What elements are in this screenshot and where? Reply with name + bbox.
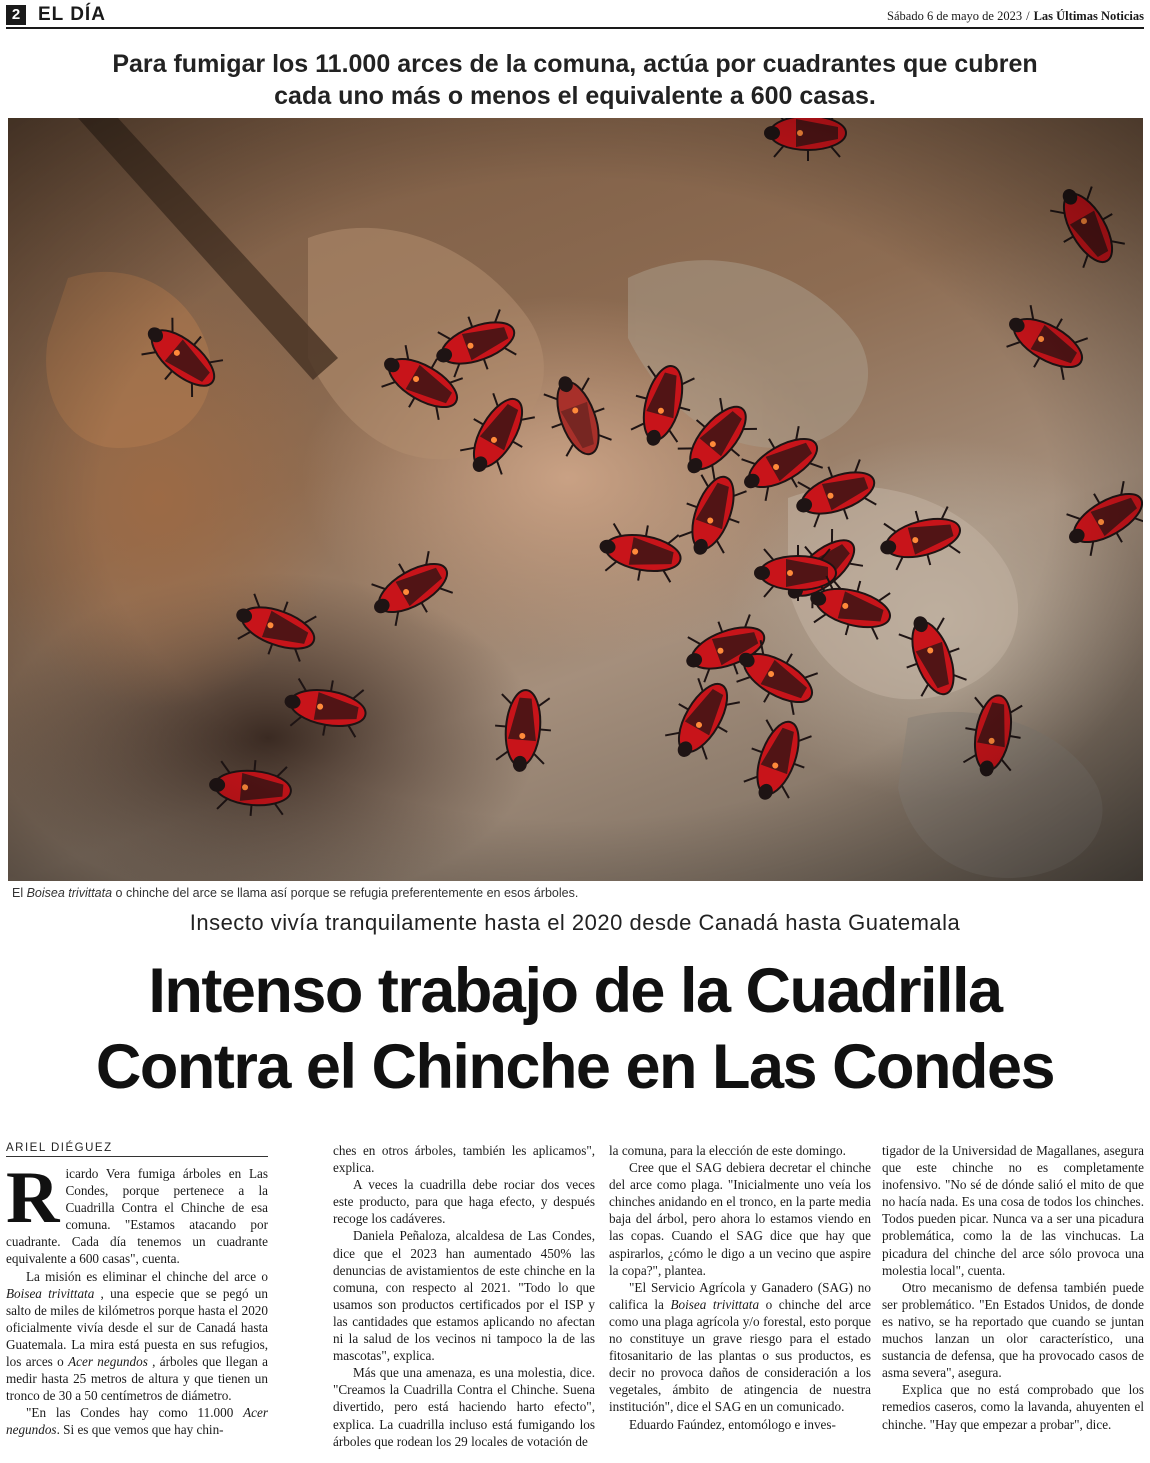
kicker: Insecto vivía tranquilamente hasta el 2020 desde Canadá hasta Guatemala bbox=[189, 910, 961, 935]
body-paragraph: Otro mecanismo de defensa también puede ser problemático. "En Estados Unidos, de donde es nativo, se ha reportado que cuando se juntan muchos lanzan un olor característico, una sustancia de defensa, que ha provocado casos de asma severa", asegura. bbox=[882, 1279, 1144, 1381]
body-paragraph: Explica que no está comprobado que los remedios caseros, como la lavanda, ahuyenten el chinche. "Hay que empezar a probar", dice. bbox=[882, 1382, 1144, 1432]
issue-date: Sábado 6 de mayo de 2023 bbox=[887, 9, 1023, 23]
body-paragraph: Cree que el SAG debiera decretar el chinche del arce como plaga. "Inicialmente uno veía los chinches anidando en el tronco, en la parte media baja del árbol, pero ahora lo estamos viendo en las copas. Cuando el SAG dice que hay que aspirarlos, ¿cómo le digo a un vecino que aspire la copa?", plantea. bbox=[609, 1160, 871, 1278]
pull-quote-line: Para fumigar los 11.000 arces de la comuna, actúa por cuadrantes que cubren bbox=[112, 50, 1038, 78]
body-paragraph: ches en otros árboles, también les aplicamos", explica. bbox=[333, 1143, 595, 1176]
body-paragraph: tigador de la Universidad de Magallanes, asegura que este chinche no es completamente inofensivo. "No sé de dónde salió el mito de que no hacía nada. Es una cosa de todos los chinches. Todos pueden picar. Nunca va a ser una picadura problemática, como la de las vinchucas. La picadura del chinche del arce sólo provoca una molestia local", cuenta. bbox=[882, 1143, 1144, 1278]
body-paragraph: Daniela Peñaloza, alcaldesa de Las Condes, dice que el 2023 han aumentado 450% las denuncias de avistamientos de este chinche en la comuna, con respecto al 2021. "Todo lo que usamos son productos certificados por el ISP y las cantidades que estamos aplicando no afectan ni la salud de los vecinos ni tampoco la de las mascotas", explica. bbox=[333, 1228, 595, 1364]
pull-quote-line: cada uno más o menos el equivalente a 600 casas. bbox=[274, 82, 876, 110]
body-paragraph: la comuna, para la elección de este domingo. bbox=[609, 1143, 846, 1158]
headline bbox=[0, 953, 1150, 1105]
article-column-4 bbox=[882, 1142, 1144, 1433]
article-column-2 bbox=[333, 1142, 595, 1450]
body-paragraph: "En las Condes hay como 11.000 Acer negundos. Si es que vemos que hay chin- bbox=[6, 1405, 268, 1438]
byline: ARIEL DIÉGUEZ bbox=[6, 1142, 268, 1157]
photo-illustration bbox=[8, 118, 1143, 881]
article-column-3 bbox=[609, 1142, 871, 1433]
masthead-rule bbox=[6, 27, 1144, 29]
body-paragraph: Más que una amenaza, es una molestia, dice. "Creamos la Cuadrilla Contra el Chinche. Suena divertido, pero está haciendo harto efecto", explica. La cuadrilla incluso está fumigando los árboles que rodean los 29 locales de votación de bbox=[333, 1365, 595, 1449]
section-name: EL DÍA bbox=[38, 4, 106, 25]
dateline-separator: / bbox=[1026, 9, 1030, 23]
body-paragraph: A veces la cuadrilla debe rociar dos veces este producto, para que haga efecto, y después recoge los cadáveres. bbox=[333, 1177, 595, 1227]
dateline bbox=[887, 9, 1144, 24]
body-paragraph: "El Servicio Agrícola y Ganadero (SAG) no califica la Boisea trivittata o chinche del arce como una plaga agrícola y/o forestal, esto porque no constituye un grave riesgo para el estado fitosanitario de las plantas o sus productos, es decir no provoca daños de consideración a los vegetales, ámbito de atingencia de nuestra institución", dice el SAG en un comunicado. bbox=[609, 1279, 871, 1415]
caption-species: Boisea trivittata bbox=[26, 886, 113, 900]
masthead bbox=[6, 4, 1144, 26]
article-photo bbox=[8, 118, 1143, 881]
article-column-1 bbox=[6, 1142, 268, 1439]
photo-caption: El Boisea trivittata o chinche del arce se llama así porque se refugia preferentemente en esos árboles. bbox=[12, 886, 579, 900]
publication-name: Las Últimas Noticias bbox=[1033, 9, 1144, 23]
headline-line: Intenso trabajo de la Cuadrilla bbox=[148, 956, 1002, 1026]
headline-line: Contra el Chinche en Las Condes bbox=[95, 1032, 1055, 1102]
body-paragraph: Eduardo Faúndez, entomólogo e inves- bbox=[629, 1416, 836, 1432]
lead-paragraph: Ricardo Vera fumiga árboles en Las Condes, porque pertenece a la Cuadrilla Contra el Chinche de esa comuna. "Estamos atacando por cuadrante. Cada día tenemos un cuadrante equivalente a 600 casas", cuenta. bbox=[6, 1157, 268, 1267]
drop-cap: R bbox=[6, 1157, 60, 1239]
pull-quote bbox=[110, 48, 1040, 112]
body-paragraph: La misión es eliminar el chinche del arce o Boisea trivittata , una especie que se pegó un salto de miles de kilómetros porque hasta el 2020 oficialmente vivía desde el sur de Canadá hasta Guatemala. La mira está puesta en sus refugios, los arces o Acer negundos , árboles que llegan a medir hasta 25 metros de altura y que tienen un tronco de 30 a 50 centímetros de diámetro. bbox=[6, 1268, 268, 1404]
page-number: 2 bbox=[6, 5, 26, 25]
